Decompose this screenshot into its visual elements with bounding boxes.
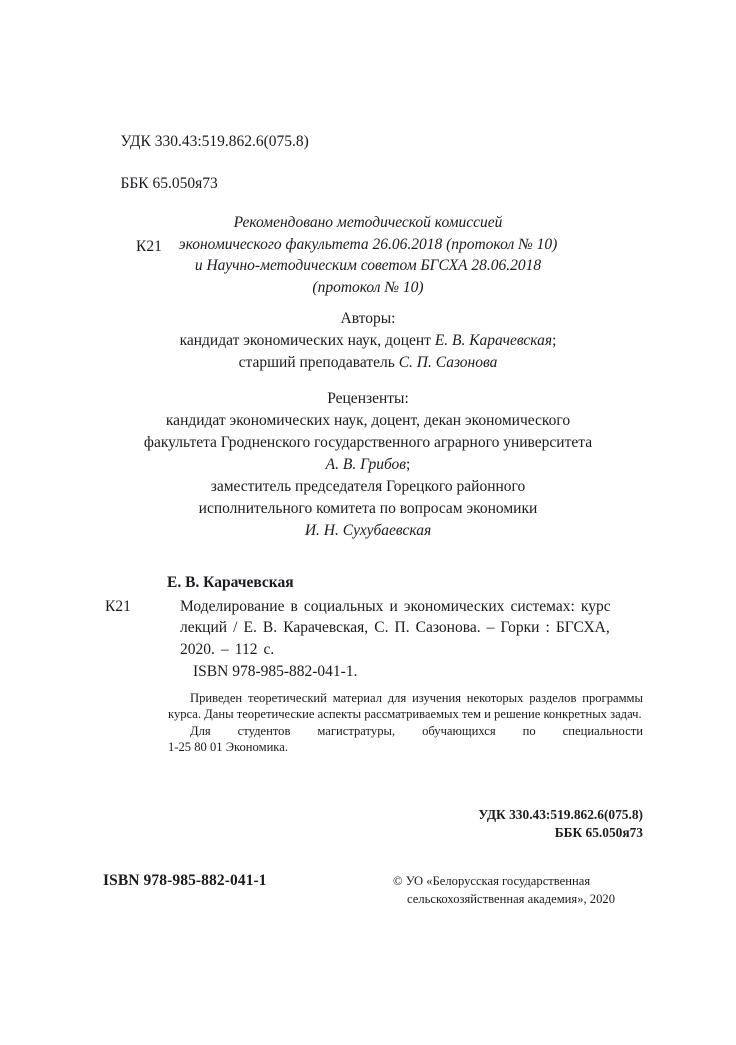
bib-isbn: ISBN 978-985-882-041-1. [193,663,358,680]
bottom-isbn: ISBN 978-985-882-041-1 [103,872,267,889]
recommendation-line-2: экономического факультета 26.06.2018 (протокол № 10) [178,235,558,253]
annotation-paragraph-2 [105,723,643,756]
bibliographic-description-block [105,572,643,683]
reviewer-1-role-line-1: кандидат экономических наук, доцент, декан экономического [165,412,571,429]
copyright-block [393,873,653,908]
bbk-code: ББК 65.050я73 [120,175,218,192]
authors-heading: Авторы: [340,310,396,327]
reviewer-1-suffix: ; [406,456,411,473]
reviewer-2-role-line-1: заместитель председателя Горецкого районного [210,478,526,495]
udc-code: УДК 330.43:519.862.6(075.8) [120,133,309,150]
author-1-name: Е. В. Карачевская [434,332,553,349]
bib-sigla: К21 [105,597,131,615]
recommendation-line-3: и Научно-методическим советом БГСХА 28.06.2018 [194,257,542,274]
annotation-block [105,690,643,756]
authors-block [118,308,618,374]
footer-bbk-code: ББК 65.050я73 [554,825,643,840]
bib-description-text: Моделирование в социальных и экономических системах: курс лекций / Е. В. Карачевская, С. П. Сазонова. – Горки : БГСХА, 2020. – 112 с. [180,597,611,658]
author-2-name: С. П. Сазонова [398,354,498,371]
recommendation-block [118,212,618,298]
reviewers-block [108,388,628,542]
recommendation-line-1: Рекомендовано методической комиссией [233,214,503,231]
reviewer-1-role-line-2: факультета Гродненского государственного аграрного университета [143,434,593,451]
author-2-role: старший преподаватель [238,354,399,371]
author-1-suffix: ; [552,332,557,349]
annotation-paragraph-2-line-2: 1-25 80 01 Экономика. [168,740,288,755]
annotation-paragraph-1: Приведен теоретический материал для изучения некоторых разделов программы курса. Даны теоретические аспекты рассматриваемых тем и решение конкретных задач. [168,691,643,722]
copyright-line-2: сельскохозяйственная академия», 2020 [407,891,615,906]
reviewers-heading: Рецензенты: [327,390,409,407]
copyright-line-1: © УО «Белорусская государственная [393,874,591,888]
footer-classification-codes [343,806,643,842]
author-1-role: кандидат экономических наук, доцент [179,332,435,349]
sigla-code: К21 [136,238,162,255]
footer-udc-code: УДК 330.43:519.862.6(075.8) [478,807,643,822]
bib-description-row [105,596,643,661]
recommendation-line-4: (протокол № 10) [312,278,424,296]
reviewer-1-name: А. В. Грибов [325,456,407,473]
annotation-paragraph-2-line-1: Для студентов магистратуры, обучающихся по специальности [190,723,643,738]
reviewer-2-role-line-2: исполнительного комитета по вопросам экономики [198,500,538,517]
bib-author-name: Е. В. Карачевская [167,574,294,591]
reviewer-2-name: И. Н. Сухубаевская [304,522,432,539]
